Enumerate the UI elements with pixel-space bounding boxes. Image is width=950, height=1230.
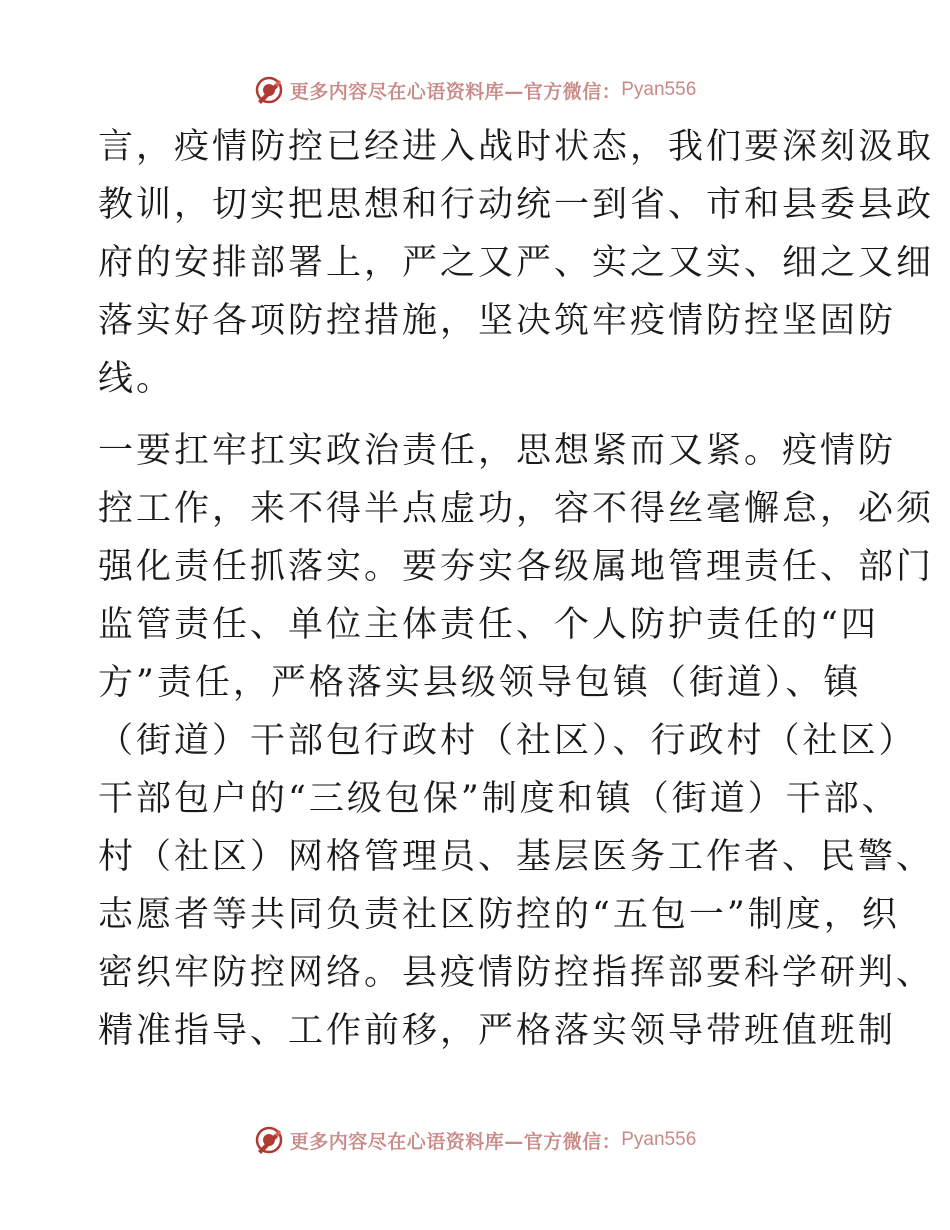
paragraph-1 <box>98 118 935 408</box>
text-line: 干部包户的“三级包保”制度和镇（街道）干部、 <box>98 779 900 819</box>
text-line: 强化责任抓落实。要夯实各级属地管理责任、部门 <box>98 547 935 587</box>
text-line: 密织牢防控网络。县疫情防控指挥部要科学研判、 <box>98 953 935 993</box>
document-body <box>98 118 935 1060</box>
header-banner-handle: Pyan556 <box>621 79 697 100</box>
text-line: 方”责任，严格落实县级领导包镇（街道）、镇 <box>98 663 862 703</box>
footer-banner-text: 更多内容尽在心语资料库—官方微信： <box>289 1130 622 1153</box>
text-line: 线。 <box>98 359 175 399</box>
text-line: 监管责任、单位主体责任、个人防护责任的“四 <box>98 605 879 645</box>
pen-logo-icon <box>254 1125 284 1155</box>
header-banner <box>0 70 950 110</box>
paragraph-2 <box>98 422 935 1060</box>
text-line: 落实好各项防控措施，坚决筑牢疫情防控坚固防 <box>98 301 897 341</box>
footer-banner <box>0 1120 950 1160</box>
text-line: （街道）干部包行政村（社区）、行政村（社区） <box>98 721 917 761</box>
header-banner-text: 更多内容尽在心语资料库—官方微信： <box>289 80 622 103</box>
text-line: 村（社区）网格管理员、基层医务工作者、民警、 <box>98 837 935 877</box>
text-line: 精准指导、工作前移，严格落实领导带班值班制 <box>98 1011 897 1051</box>
text-line: 控工作，来不得半点虚功，容不得丝毫懈怠，必须 <box>98 489 935 529</box>
footer-banner-handle: Pyan556 <box>621 1129 697 1150</box>
text-line: 志愿者等共同负责社区防控的“五包一”制度，织 <box>98 895 900 935</box>
pen-logo-icon <box>254 75 284 105</box>
text-line: 府的安排部署上，严之又严、实之又实、细之又细 <box>98 243 935 283</box>
text-line: 一要扛牢扛实政治责任，思想紧而又紧。疫情防 <box>98 431 897 471</box>
text-line: 言，疫情防控已经进入战时状态，我们要深刻汲取 <box>98 127 935 167</box>
text-line: 教训，切实把思想和行动统一到省、市和县委县政 <box>98 185 935 225</box>
